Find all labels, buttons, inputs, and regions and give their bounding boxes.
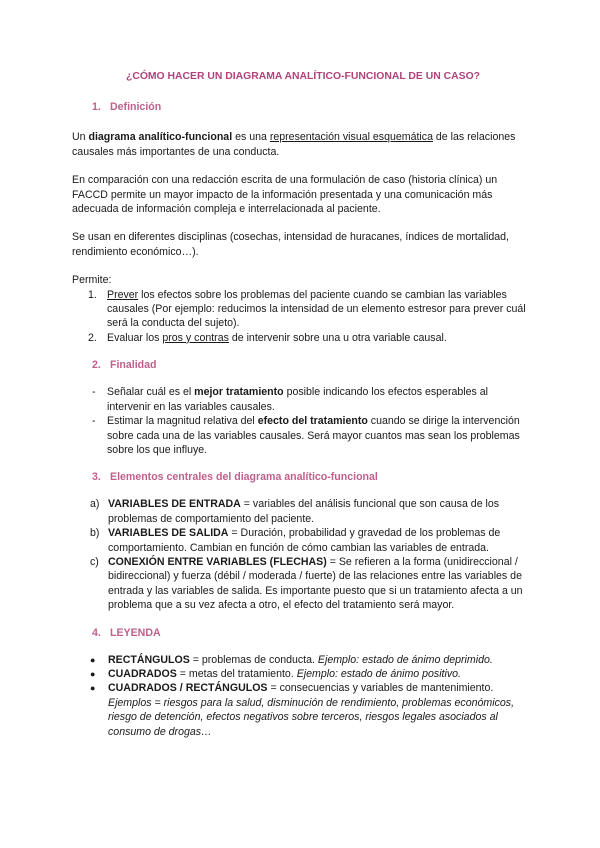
list-item: 2. Evaluar los pros y contras de intervenir sobre una u otra variable causal.	[88, 331, 447, 344]
section-1-title: Definición	[110, 101, 162, 114]
term-bold: diagrama analítico-funcional	[88, 131, 233, 144]
section-3-title: Elementos centrales del diagrama analítico-funcional	[110, 471, 378, 484]
bullet-icon: ●	[90, 668, 96, 679]
list-item: a) VARIABLES DE ENTRADA = variables del análisis funcional que son causa de los problemas de comportamiento del paciente.	[90, 498, 500, 525]
list-item: - Señalar cuál es el mejor tratamiento posible indicando los efectos esperables al intervenir en las variables causales.	[92, 386, 488, 413]
section-2-title: Finalidad	[110, 359, 157, 372]
list-item: 1. Prever los efectos sobre los problemas del paciente cuando se cambian las variables causales (Por ejemplo: reducimos la intensidad de un elemento estresor para prever cuál será la conducta del sujeto).	[88, 288, 526, 330]
section-2-number: 2.	[92, 359, 101, 372]
section-1-heading	[72, 101, 534, 113]
list-item: c) CONEXIÓN ENTRE VARIABLES (FLECHAS) = Se refieren a la forma (unidireccional / bidireccional) y fuerza (débil / moderada / fuerte) de las relaciones entre las variables de entrada y las variables de salida. Es importante puesto que si un tratamiento afecta a un problema que a su vez afecta a otro, el efecto del tratamiento será mayor.	[90, 555, 523, 612]
uses-paragraph: Se usan en diferentes disciplinas (cosechas, intensidad de huracanes, índices de mortalidad, rendimiento económico…).	[72, 231, 509, 258]
section-4-title: LEYENDA	[110, 626, 161, 639]
permite-label: Permite:	[72, 274, 112, 287]
definition-paragraph: Un diagrama analítico-funcional es una representación visual esquemática de las relaciones causales más importantes de una conducta.	[72, 131, 516, 158]
list-item: - Estimar la magnitud relativa del efecto del tratamiento cuando se dirige la intervención sobre cada una de las variables causales. Será mayor cuantos mas sean los problemas sobre los que influye.	[92, 415, 520, 456]
list-item: ● CUADRADOS / RECTÁNGULOS = consecuencias y variables de mantenimiento. Ejemplos = riesgos para la salud, disminución de rendimiento, problemas económicos, riesgo de detención, efectos negativos sobre terceros, riesgos legales asociados al consumo de drogas…	[90, 682, 515, 738]
document-title: ¿CÓMO HACER UN DIAGRAMA ANALÍTICO-FUNCIONAL DE UN CASO?	[125, 71, 481, 82]
section-1-number: 1.	[92, 101, 101, 114]
term-underlined: representación visual esquemática	[269, 131, 433, 144]
section-4-number: 4.	[92, 626, 101, 639]
list-item: ● RECTÁNGULOS = problemas de conducta. Ejemplo: estado de ánimo deprimido.	[90, 653, 493, 666]
bullet-icon: ●	[90, 654, 96, 665]
section-2-heading	[72, 359, 534, 371]
document-page	[72, 70, 534, 739]
comparison-paragraph: En comparación con una redacción escrita de una formulación de caso (historia clínica) un FACCD permite un mayor impacto de la información presentada y una comunicación más adecuada de información compleja e interrelacionada al paciente.	[72, 174, 498, 216]
list-item: b) VARIABLES DE SALIDA = Duración, probabilidad y gravedad de los problemas de comportamiento. Cambian en función de cómo cambian las variables de entrada.	[90, 527, 501, 554]
section-4-heading	[72, 627, 534, 639]
bullet-icon: ●	[90, 683, 96, 694]
section-3-heading	[72, 471, 534, 483]
list-item: ● CUADRADOS = metas del tratamiento. Ejemplo: estado de ánimo positivo.	[90, 667, 461, 680]
section-3-number: 3.	[92, 471, 101, 484]
